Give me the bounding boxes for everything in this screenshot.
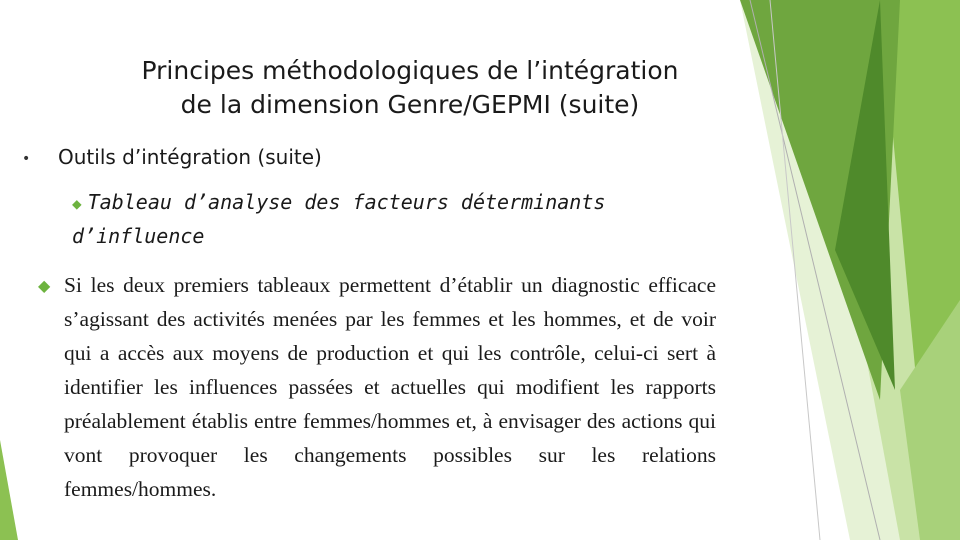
body-paragraph — [38, 268, 716, 506]
corner-bottom-left — [0, 440, 18, 540]
bullet-level-2 — [72, 186, 732, 252]
title-line-1: Principes méthodologiques de l’intégration — [141, 56, 679, 85]
bullet-level-1 — [22, 145, 322, 169]
title-line-2: de la dimension Genre/GEPMI (suite) — [180, 90, 640, 119]
bullet-level-1-text: Outils d’intégration (suite) — [58, 145, 322, 169]
body-paragraph-text: Si les deux premiers tableaux permettent d’établir un diagnostic efficace s’agissant des activités menées par les femmes et les hommes, et de voir qui a accès aux moyens de production et qui les contrôle, celui-ci sert à identifier les influences passées et actuelles qui modifient les rapports préalablement établis entre femmes/hommes et, à envisager des actions qui vont provoquer les changements possibles sur les relations femmes/hommes. — [64, 273, 716, 501]
triangle-bullet-icon: ◆ — [72, 194, 82, 213]
triangle-bullet-icon: ◆ — [38, 278, 51, 295]
round-bullet-icon: • — [22, 150, 31, 167]
slide-title — [20, 54, 800, 122]
bullet-level-2-text: Tableau d’analyse des facteurs déterminants d’influence — [72, 190, 606, 248]
